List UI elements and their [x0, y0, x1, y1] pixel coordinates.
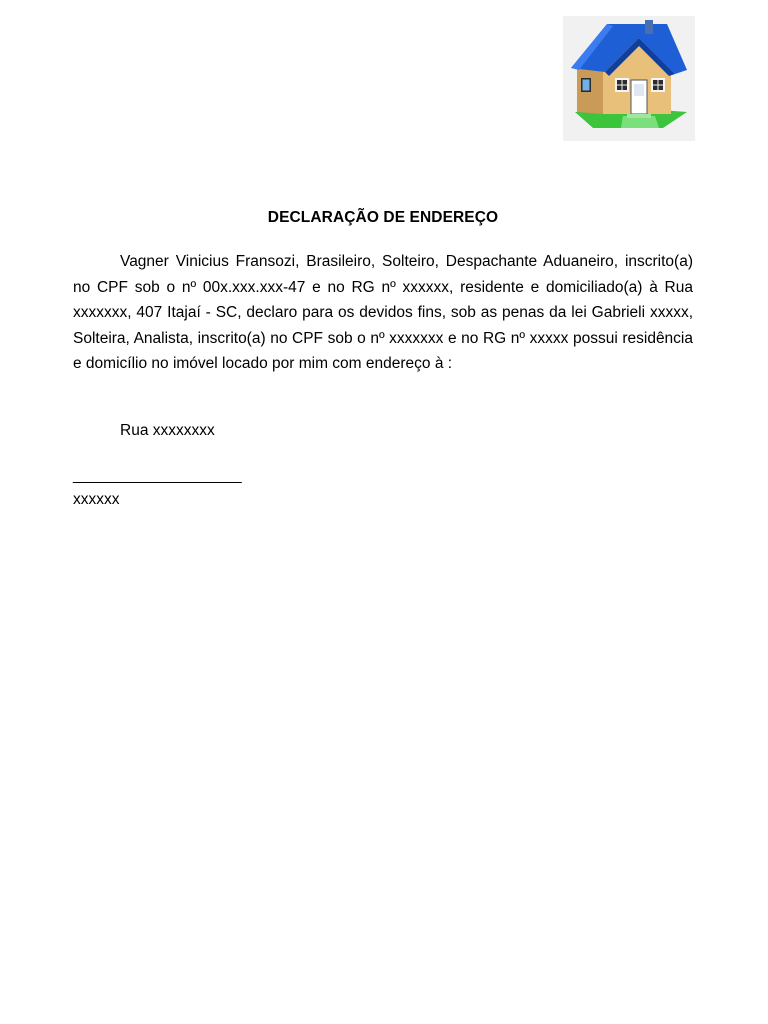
declaration-body: Vagner Vinicius Fransozi, Brasileiro, Solteiro, Despachante Aduaneiro, inscrito(a) no CPF sob o nº 00x.xxx.xxx-47 e no RG nº xxxxxx, residente e domiciliado(a) à Rua xxxxxxx, 407 Itajaí - SC, declaro para os devidos fins, sob as penas da lei Gabrieli xxxxx, Solteira, Analista, inscrito(a) no CPF sob o nº xxxxxxx e no RG nº xxxxx possui residência e domicílio no imóvel locado por mim com endereço à :: [73, 253, 693, 372]
signature-line: ______________________: [73, 467, 241, 484]
signer-name: xxxxxx: [73, 491, 120, 508]
document-title: DECLARAÇÃO DE ENDEREÇO: [267, 209, 499, 226]
house-icon: [563, 16, 695, 141]
address-line: Rua xxxxxxxx: [120, 422, 215, 439]
